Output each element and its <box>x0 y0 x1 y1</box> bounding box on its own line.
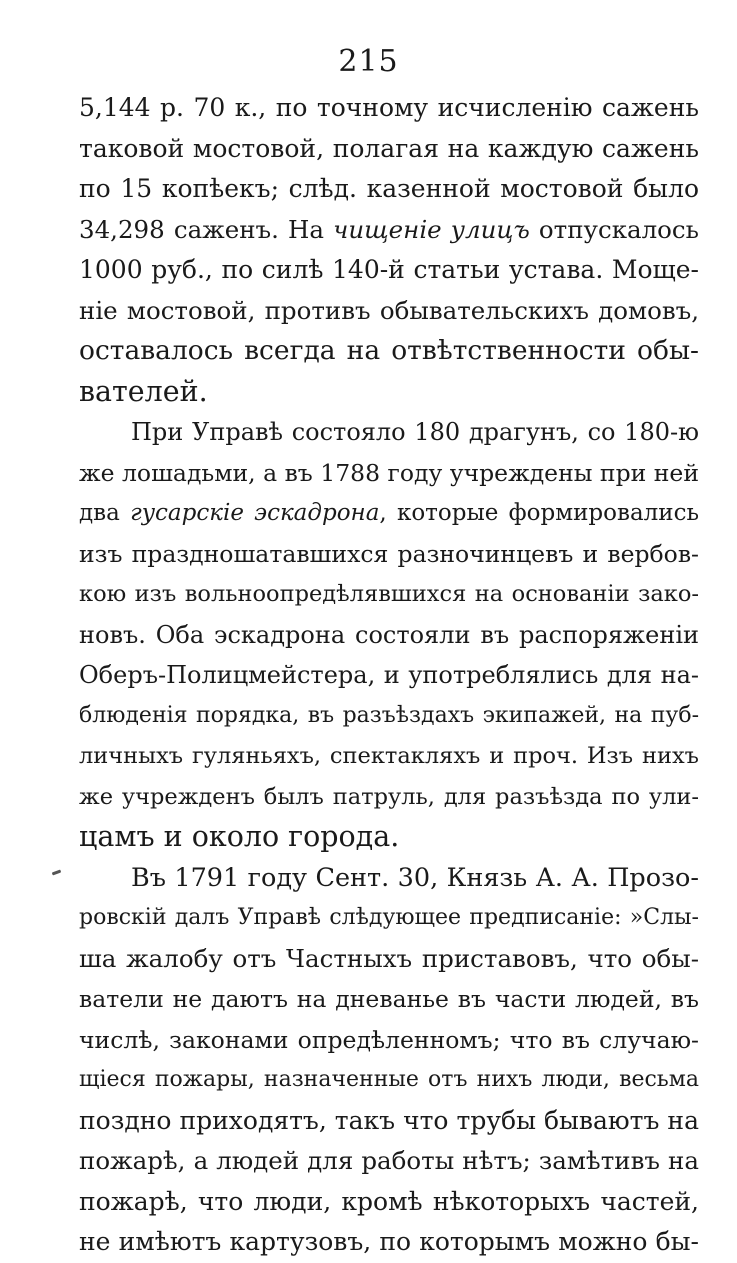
text-run: изъ праздношатавшихся разночинцевъ и вербов- <box>79 539 699 568</box>
page-text-body <box>79 88 699 1263</box>
text-run: два <box>79 500 131 526</box>
text-line <box>79 169 699 210</box>
text-run: личныхъ гуляньяхъ, спектакляхъ и проч. Изъ нихъ <box>79 743 699 769</box>
text-line <box>79 574 699 615</box>
text-line <box>79 817 699 858</box>
text-run: 34,298 саженъ. На <box>79 214 334 244</box>
page-number: 215 <box>338 44 399 79</box>
text-line <box>79 372 699 413</box>
text-line <box>79 493 699 534</box>
text-run: блюденія порядка, въ разъѣздахъ экипажей, на пуб- <box>79 702 699 728</box>
text-line <box>79 615 699 656</box>
text-line <box>79 88 699 129</box>
text-line <box>79 331 699 372</box>
text-line <box>79 736 699 777</box>
text-line <box>79 898 699 939</box>
text-line <box>79 777 699 818</box>
text-line <box>79 250 699 291</box>
text-run: не имѣютъ картузовъ, по которымъ можно бы- <box>79 1227 699 1256</box>
text-line <box>79 979 699 1020</box>
text-run: вателей. <box>79 374 208 408</box>
text-run: же учрежденъ былъ патруль, для разъѣзда по ули- <box>79 783 699 810</box>
italic-text: чищеніе улицъ <box>333 214 530 244</box>
text-run: пожарѣ, а людей для работы нѣтъ; замѣтивъ на <box>79 1146 699 1175</box>
text-line <box>79 210 699 251</box>
text-run: Оберъ-Полицмейстера, и употреблялись для на- <box>79 661 699 689</box>
text-line <box>79 1141 699 1182</box>
text-run: , которые формировались <box>379 500 699 526</box>
text-line <box>79 412 699 453</box>
text-line <box>79 939 699 980</box>
text-line <box>79 453 699 494</box>
paragraph <box>79 88 699 412</box>
text-run: 1000 руб., по силѣ 140-й статьи устава. Моще- <box>79 255 699 284</box>
text-line <box>79 655 699 696</box>
text-run: отпускалось <box>529 214 699 244</box>
text-run: кою изъ вольноопредѣлявшихся на основаніи зако- <box>79 581 699 607</box>
text-run: ровскій далъ Управѣ слѣдующее предписаніе: »Слы- <box>79 905 699 930</box>
ink-mark <box>52 870 61 876</box>
text-line <box>79 1101 699 1142</box>
text-line <box>79 1222 699 1263</box>
text-line <box>79 1182 699 1223</box>
text-line <box>79 291 699 332</box>
text-run: Въ 1791 году Сент. 30, Князь А. А. Прозо- <box>131 862 699 893</box>
text-line <box>79 534 699 575</box>
text-run: 5,144 р. 70 к., по точному исчисленію сажень <box>79 93 699 122</box>
text-run: цамъ и около города. <box>79 820 400 853</box>
text-run: поздно приходятъ, такъ что трубы бываютъ на <box>79 1105 699 1135</box>
text-run: При Управѣ состояло 180 драгунъ, со 180-ю <box>131 418 699 446</box>
paragraph <box>79 858 699 1263</box>
text-run: таковой мостовой, полагая на каждую сажень <box>79 133 699 163</box>
italic-text: гусарскіе эскадрона <box>130 500 380 526</box>
text-run: оставалось всегда на отвѣтственности обы- <box>79 335 699 366</box>
text-run: по 15 копѣекъ; слѣд. казенной мостовой было <box>79 174 699 203</box>
text-run: числѣ, законами опредѣленномъ; что въ случаю- <box>79 1025 699 1054</box>
text-run: ніе мостовой, противъ обывательскихъ домовъ, <box>79 295 699 325</box>
text-line <box>79 1020 699 1061</box>
text-run: щіеся пожары, назначенные отъ нихъ люди, весьма <box>79 1067 699 1092</box>
text-run: ша жалобу отъ Частныхъ приставовъ, что обы- <box>79 943 699 973</box>
text-run: же лошадьми, а въ 1788 году учреждены при ней <box>79 458 699 487</box>
text-run: ватели не даютъ на дневанье въ части людей, въ <box>79 985 699 1013</box>
text-line <box>79 696 699 737</box>
paragraph <box>79 412 699 858</box>
text-line <box>79 1060 699 1101</box>
text-run: пожарѣ, что люди, кромѣ нѣкоторыхъ частей, <box>79 1186 699 1216</box>
text-line <box>79 858 699 899</box>
text-run: новъ. Оба эскадрона состояли въ распоряженіи <box>79 620 699 649</box>
text-line <box>79 129 699 170</box>
